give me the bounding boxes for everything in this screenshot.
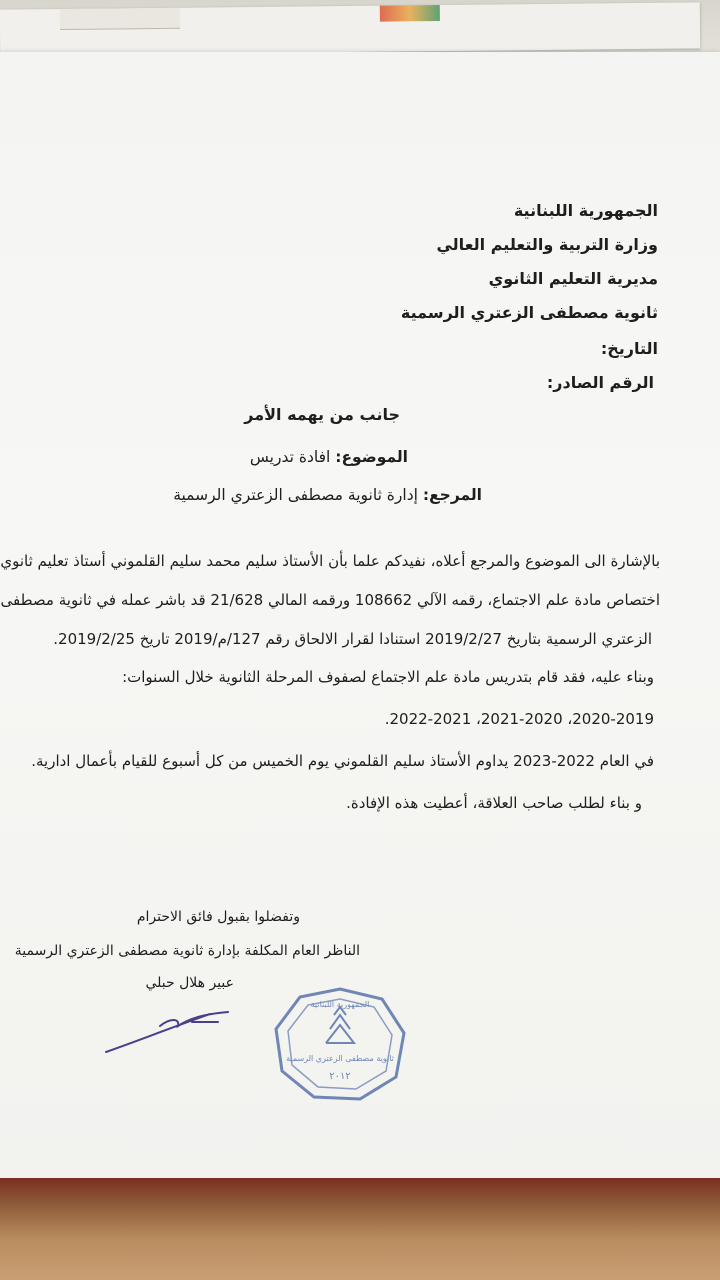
header-ministry: وزارة التربية والتعليم العالي <box>436 235 658 254</box>
body-line-1: بالإشارة الى الموضوع والمرجع أعلاه، نفيدكم علما بأن الأستاذ سليم محمد سليم القلموني أستاذ تعليم ثانوي <box>0 552 660 570</box>
addressee: جانب من يهمه الأمر <box>244 405 400 424</box>
desk-surface <box>0 1178 720 1280</box>
underlying-print <box>60 8 180 30</box>
closing-courtesy: وتفضلوا بقبول فائق الاحترام <box>136 909 300 925</box>
stamp-text-year: ٢٠١٢ <box>329 1071 351 1082</box>
subject-label: الموضوع: <box>335 448 408 466</box>
date-label: التاريخ: <box>600 339 658 358</box>
subject-row <box>250 446 408 468</box>
underlying-print-color <box>380 5 440 22</box>
reference-row <box>173 484 482 506</box>
header-school: ثانوية مصطفى الزعتري الرسمية <box>400 303 658 322</box>
official-stamp <box>270 985 410 1105</box>
stamp-text-mid: ثانوية مصطفى الزعتري الرسمية <box>286 1054 394 1063</box>
closing-title: الناظر العام المكلفة بإدارة ثانوية مصطفى الزعتري الرسمية <box>14 943 360 959</box>
stamp-text-top: الجمهورية اللبنانية <box>310 1000 370 1009</box>
subject-value: افادة تدريس <box>249 448 331 466</box>
body-line-3: الزعتري الرسمية بتاريخ 2019/2/27 استنادا لقرار الالحاق رقم 127/م/2019 تاريخ 2019/2/25. <box>53 630 652 648</box>
header-directorate: مديرية التعليم الثانوي <box>488 269 658 288</box>
ref-number-label: الرقم الصادر: <box>546 373 654 392</box>
handwritten-signature <box>100 1000 240 1060</box>
reference-value: إدارة ثانوية مصطفى الزعتري الرسمية <box>173 486 418 504</box>
body-line-5: 2020-2019، 2021-2020، 2022-2021. <box>384 710 654 728</box>
body-line-4: وبناء عليه، فقد قام بتدريس مادة علم الاجتماع لصفوف المرحلة الثانوية خلال السنوات: <box>122 668 654 686</box>
body-line-2: اختصاص مادة علم الاجتماع، رقمه الآلي 108662 ورقمه المالي 21/628 قد باشر عمله في ثانوية مصطفى <box>0 591 660 609</box>
body-line-7: و بناء لطلب صاحب العلاقة، أعطيت هذه الإفادة. <box>346 794 642 812</box>
underlying-sheet <box>0 2 700 55</box>
closing-name: عبير هلال حبلي <box>145 975 234 991</box>
body-line-6: في العام 2022-2023 يداوم الأستاذ سليم القلموني يوم الخميس من كل أسبوع للقيام بأعمال ادارية. <box>31 752 654 770</box>
reference-label: المرجع: <box>422 486 482 504</box>
header-republic: الجمهورية اللبنانية <box>513 201 658 220</box>
